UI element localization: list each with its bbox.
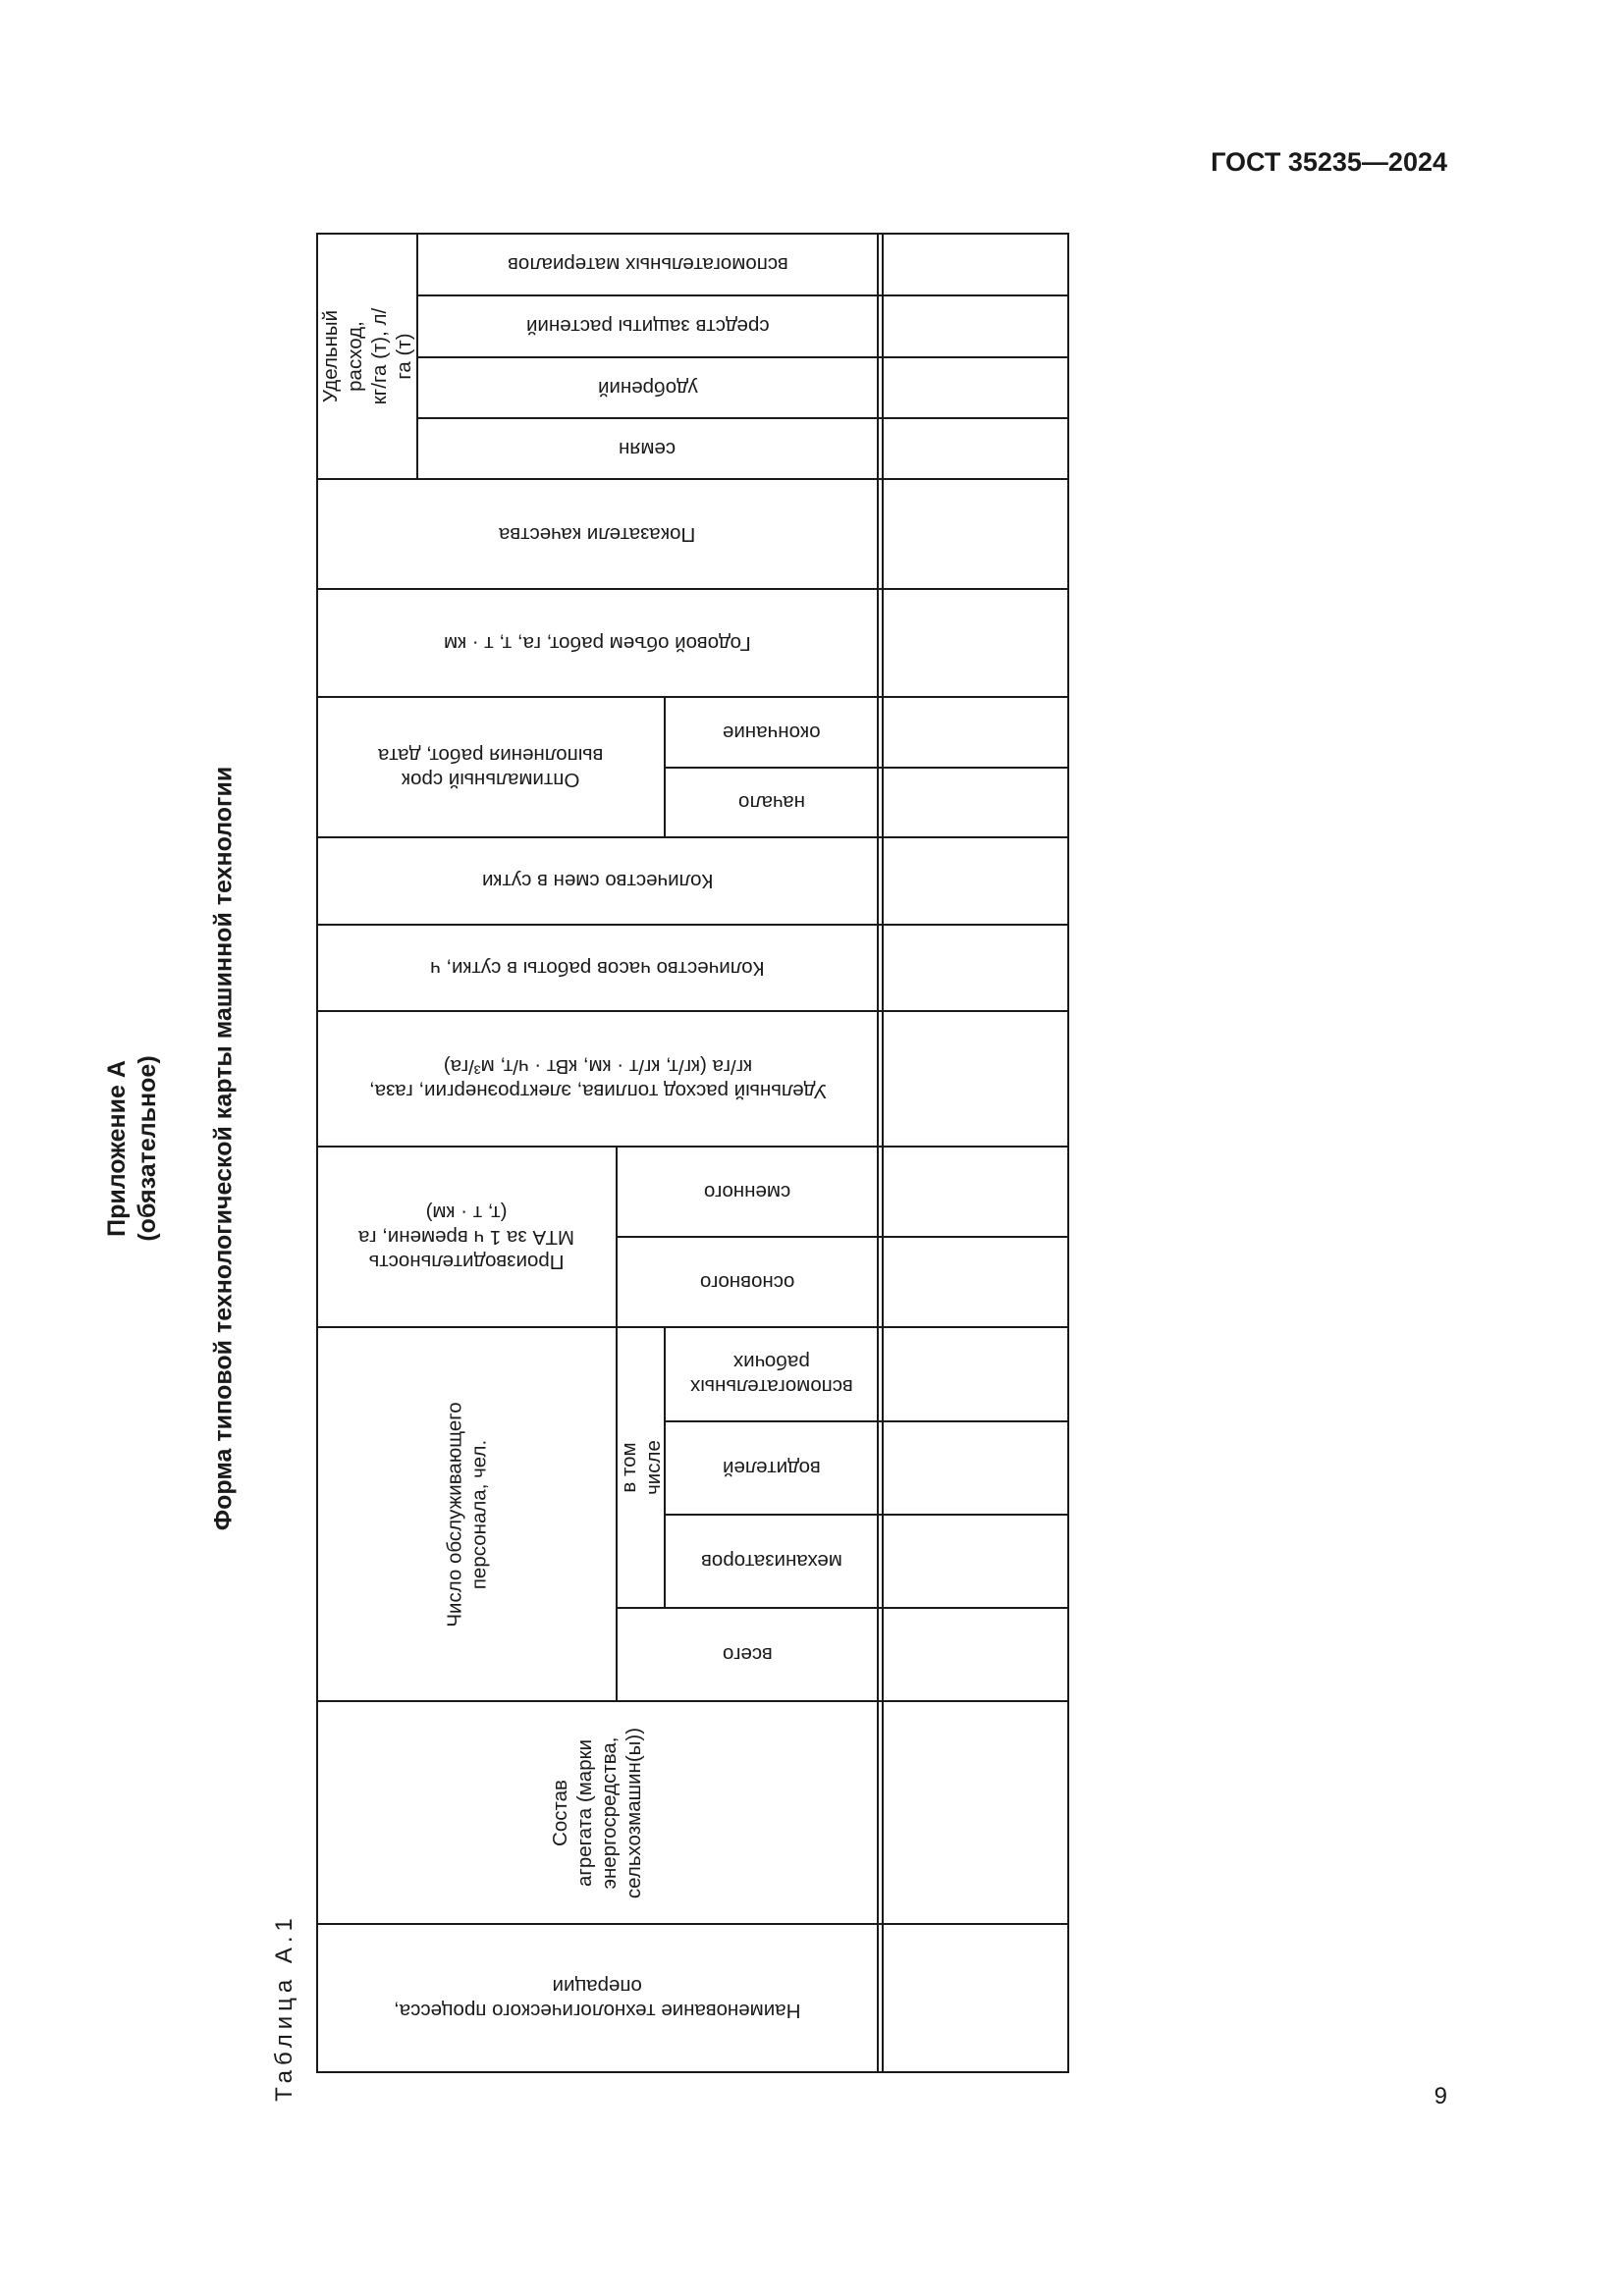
header-quality-indicators: Показатели качества [499, 522, 696, 546]
header-period-start: начало [737, 791, 805, 814]
header-staff-mechanics: механизаторов [700, 1550, 842, 1573]
header-consumption-seeds: семян [619, 437, 677, 460]
header-staff-count: Число обслуживающего персонала, чел. [443, 1401, 491, 1628]
form-title: Форма типовой технологической карты машинной технологии [209, 766, 238, 1531]
header-staff-total: всего [722, 1643, 773, 1666]
appendix-status: (обязательное) [134, 1055, 161, 1242]
header-energy-consumption: Удельный расход топлива, электроэнергии, газа, кг/га (кг/т, кг/т · км, кВт · ч/т, м³/га) [368, 1055, 827, 1102]
document-standard-number: ГОСТ 35235—2024 [1211, 147, 1447, 177]
header-shifts-per-day: Количество смен в сутки [481, 870, 714, 892]
page-number: 9 [1434, 2083, 1447, 2109]
appendix-title: Приложение А [103, 1060, 131, 1237]
header-productivity-shift: сменного [703, 1180, 791, 1203]
header-specific-consumption: Удельный расход, кг/га (т), л/га (т) [319, 307, 415, 405]
header-period-end: окончание [722, 721, 821, 744]
header-productivity-main: основного [699, 1270, 795, 1294]
header-annual-volume: Годовой объем работ, га, т, т · км [444, 631, 751, 655]
table-data-row[interactable] [883, 234, 1068, 2072]
table-label: Таблица А.1 [271, 1913, 298, 2102]
header-consumption-fertilizers: удобрений [597, 376, 698, 400]
header-optimal-period: Оптимальный срок выполнения работ, дата [378, 743, 604, 791]
header-staff-including: в том числе [617, 1440, 665, 1495]
header-consumption-plant-protection: средств защиты растений [525, 315, 770, 338]
header-hours-per-day: Количество часов работы в сутки, ч [430, 956, 765, 980]
header-consumption-auxiliary: вспомогательных материалов [507, 253, 788, 276]
header-staff-drivers: водителей [722, 1457, 821, 1479]
header-unit-composition: Состав агрегата (марки энергосредства, сельхозмашин(ы)) [549, 1727, 646, 1898]
header-operation-name: Наименование технологического процесса, операции [394, 1974, 801, 2022]
appendix-heading [102, 1055, 163, 1241]
header-productivity: Производительность МТА за 1 ч времени, га (т, т · км) [358, 1201, 575, 1273]
header-staff-auxiliary: вспомогательных рабочих [689, 1351, 853, 1398]
